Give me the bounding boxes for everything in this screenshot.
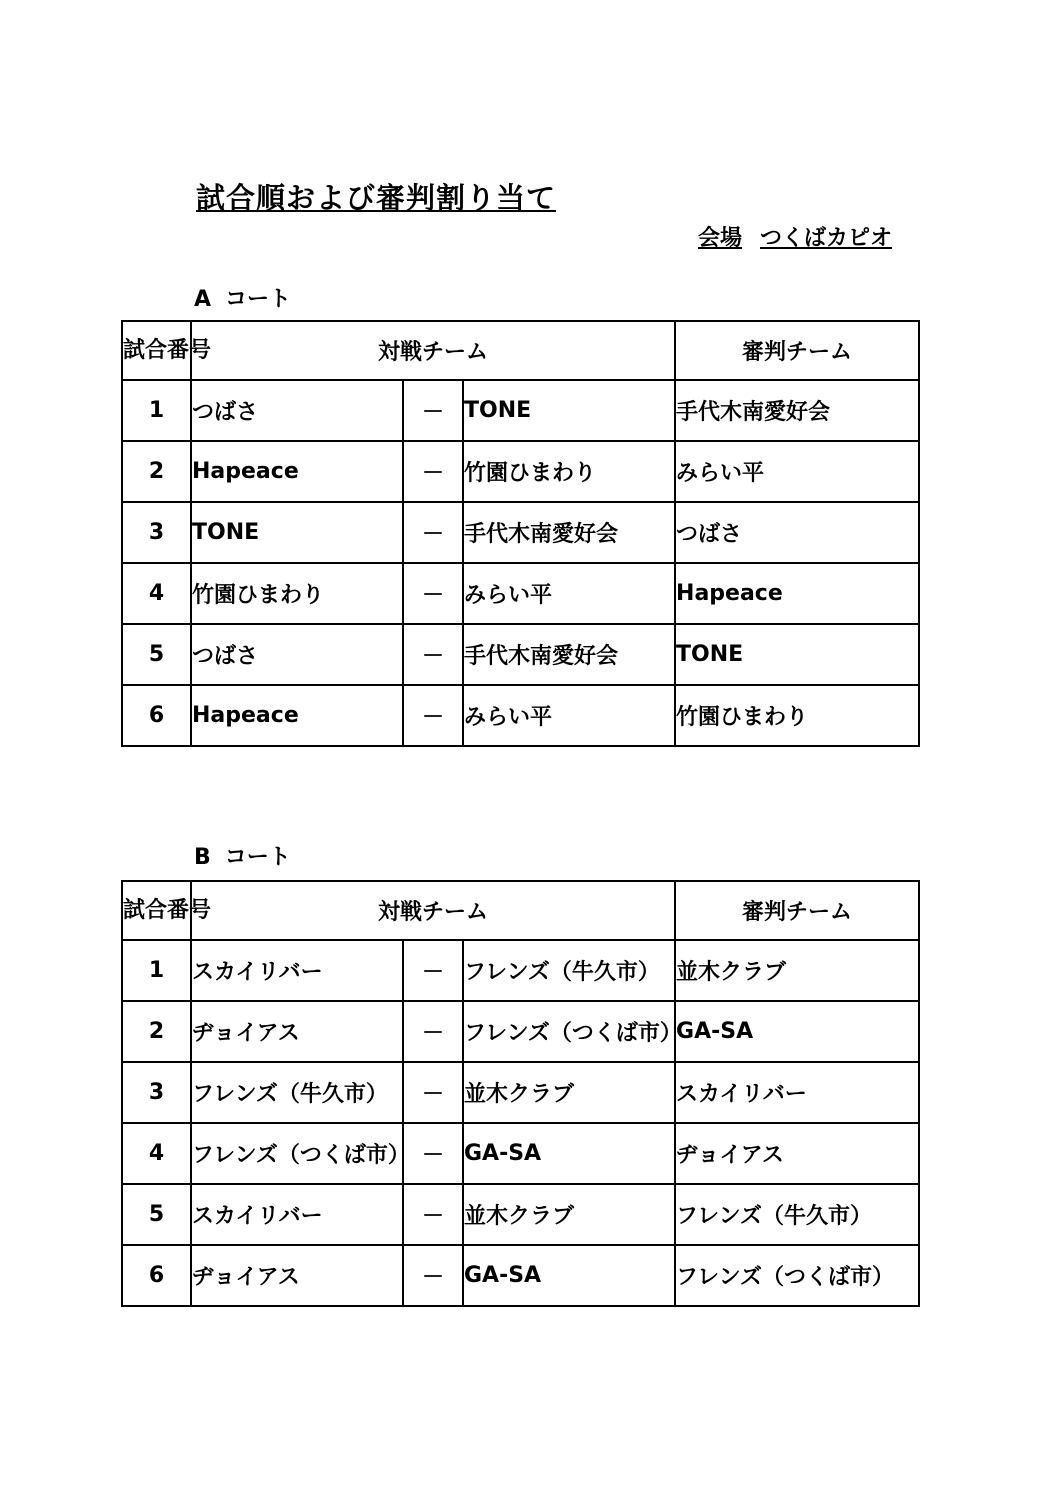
match-number: 4 bbox=[122, 1123, 191, 1184]
referee-team: フレンズ（牛久市） bbox=[675, 1184, 919, 1245]
match-number: 3 bbox=[122, 1062, 191, 1123]
court-b-table bbox=[121, 880, 920, 1307]
table-row bbox=[122, 502, 919, 563]
team-2: 手代木南愛好会 bbox=[463, 502, 675, 563]
team-1: スカイリバー bbox=[191, 1184, 403, 1245]
header-referee: 審判チーム bbox=[675, 881, 919, 940]
team-1: TONE bbox=[191, 502, 403, 563]
referee-team: フレンズ（つくば市） bbox=[675, 1245, 919, 1306]
team-2: 並木クラブ bbox=[463, 1062, 675, 1123]
match-number: 3 bbox=[122, 502, 191, 563]
versus-dash: － bbox=[403, 624, 463, 685]
team-1: 竹園ひまわり bbox=[191, 563, 403, 624]
referee-team: TONE bbox=[675, 624, 919, 685]
team-2: 並木クラブ bbox=[463, 1184, 675, 1245]
versus-dash: － bbox=[403, 940, 463, 1001]
table-row bbox=[122, 685, 919, 746]
referee-team: 手代木南愛好会 bbox=[675, 380, 919, 441]
table-row bbox=[122, 441, 919, 502]
versus-dash: － bbox=[403, 380, 463, 441]
referee-team: みらい平 bbox=[675, 441, 919, 502]
referee-team: GA-SA bbox=[675, 1001, 919, 1062]
referee-team: つばさ bbox=[675, 502, 919, 563]
team-1: フレンズ（つくば市） bbox=[191, 1123, 403, 1184]
team-1: つばさ bbox=[191, 380, 403, 441]
table-row bbox=[122, 1001, 919, 1062]
referee-team: スカイリバー bbox=[675, 1062, 919, 1123]
versus-dash: － bbox=[403, 441, 463, 502]
court-letter: B bbox=[194, 845, 211, 870]
match-number: 4 bbox=[122, 563, 191, 624]
header-matchup: 対戦チーム bbox=[191, 321, 675, 380]
court-b-label bbox=[194, 840, 291, 871]
team-1: ヂョイアス bbox=[191, 1001, 403, 1062]
team-2: TONE bbox=[463, 380, 675, 441]
table-row bbox=[122, 1184, 919, 1245]
table-header-row bbox=[122, 321, 919, 380]
court-word: コート bbox=[225, 287, 292, 312]
team-1: Hapeace bbox=[191, 685, 403, 746]
team-2: 竹園ひまわり bbox=[463, 441, 675, 502]
venue-line bbox=[698, 221, 892, 252]
table-row bbox=[122, 940, 919, 1001]
match-number: 5 bbox=[122, 1184, 191, 1245]
team-2: フレンズ（つくば市） bbox=[463, 1001, 675, 1062]
header-match-no: 試合番号 bbox=[122, 881, 191, 940]
match-number: 2 bbox=[122, 1001, 191, 1062]
venue-name: つくばカピオ bbox=[760, 226, 893, 251]
team-1: スカイリバー bbox=[191, 940, 403, 1001]
match-number: 6 bbox=[122, 685, 191, 746]
document-title: 試合順および審判割り当て bbox=[196, 181, 557, 215]
match-number: 1 bbox=[122, 380, 191, 441]
referee-team: 並木クラブ bbox=[675, 940, 919, 1001]
team-2: フレンズ（牛久市） bbox=[463, 940, 675, 1001]
header-matchup: 対戦チーム bbox=[191, 881, 675, 940]
versus-dash: － bbox=[403, 1184, 463, 1245]
court-letter: A bbox=[194, 287, 212, 312]
referee-team: 竹園ひまわり bbox=[675, 685, 919, 746]
versus-dash: － bbox=[403, 685, 463, 746]
team-1: フレンズ（牛久市） bbox=[191, 1062, 403, 1123]
team-1: ヂョイアス bbox=[191, 1245, 403, 1306]
versus-dash: － bbox=[403, 1245, 463, 1306]
table-row bbox=[122, 563, 919, 624]
match-number: 2 bbox=[122, 441, 191, 502]
header-match-no: 試合番号 bbox=[122, 321, 191, 380]
versus-dash: － bbox=[403, 563, 463, 624]
team-1: つばさ bbox=[191, 624, 403, 685]
versus-dash: － bbox=[403, 1001, 463, 1062]
referee-team: ヂョイアス bbox=[675, 1123, 919, 1184]
table-header-row bbox=[122, 881, 919, 940]
team-2: みらい平 bbox=[463, 563, 675, 624]
table-row bbox=[122, 1123, 919, 1184]
team-2: GA-SA bbox=[463, 1123, 675, 1184]
match-number: 6 bbox=[122, 1245, 191, 1306]
court-word: コート bbox=[224, 845, 291, 870]
versus-dash: － bbox=[403, 1123, 463, 1184]
match-number: 1 bbox=[122, 940, 191, 1001]
team-2: みらい平 bbox=[463, 685, 675, 746]
team-1: Hapeace bbox=[191, 441, 403, 502]
court-a-table bbox=[121, 320, 920, 747]
table-row bbox=[122, 380, 919, 441]
team-2: 手代木南愛好会 bbox=[463, 624, 675, 685]
versus-dash: － bbox=[403, 1062, 463, 1123]
table-row bbox=[122, 624, 919, 685]
header-referee: 審判チーム bbox=[675, 321, 919, 380]
referee-team: Hapeace bbox=[675, 563, 919, 624]
venue-label: 会場 bbox=[698, 226, 743, 251]
table-row bbox=[122, 1245, 919, 1306]
match-number: 5 bbox=[122, 624, 191, 685]
versus-dash: － bbox=[403, 502, 463, 563]
team-2: GA-SA bbox=[463, 1245, 675, 1306]
court-a-label bbox=[194, 282, 291, 313]
table-row bbox=[122, 1062, 919, 1123]
